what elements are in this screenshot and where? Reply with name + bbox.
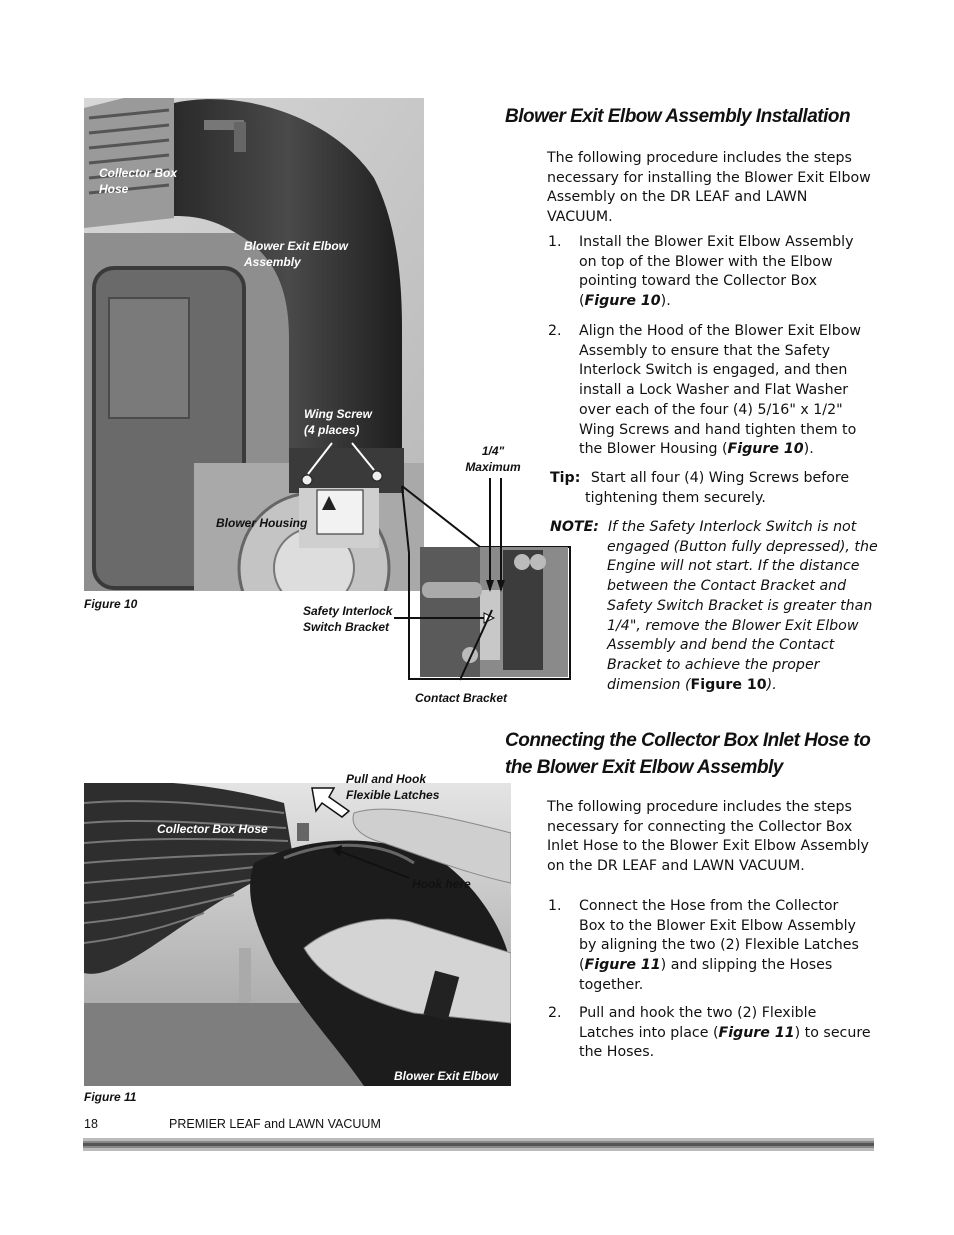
label-blower-exit-elbow-assembly: Blower Exit Elbow Assembly — [244, 239, 349, 269]
section1-step-2: 2. Align the Hood of the Blower Exit Elbow Assembly to ensure that the Safety Interlock Switch is engaged, and then install a Lock Washer and Flat Washer over each of the four (4) 5/16" x 1/2" Wing Screws and hand tighten them to the Blower Housing (Figure 10). — [548, 323, 862, 458]
step-number: 2. — [548, 1005, 562, 1021]
step-number: 2. — [548, 323, 562, 339]
label-contact-bracket: Contact Bracket — [415, 691, 508, 705]
label-pull-and-hook: Pull and Hook Flexible Latches — [346, 772, 440, 802]
figure-11-caption: Figure 11 — [84, 1090, 137, 1104]
footer-title: PREMIER LEAF and LAWN VACUUM — [169, 1117, 381, 1131]
section2-intro: The following procedure includes the steps necessary for connecting the Collector Box Inlet Hose to the Blower Exit Elbow Assembly on the DR LEAF and LAWN VACUUM. — [547, 799, 869, 875]
label-hook-here: Hook here — [412, 877, 471, 891]
label-quarter-inch-maximum: 1/4" Maximum — [465, 444, 521, 474]
section2-step-2: 2. Pull and hook the two (2) Flexible Latches into place (Figure 11) to secure the Hoses. — [548, 1005, 871, 1061]
section2-heading: Connecting the Collector Box Inlet Hose to the Blower Exit Elbow Assembly — [505, 730, 871, 778]
page-number: 18 — [84, 1117, 98, 1131]
section1-heading: Blower Exit Elbow Assembly Installation — [505, 106, 851, 127]
tip-label: Tip: — [550, 470, 581, 486]
figure-ref: Figure 11 — [584, 957, 661, 974]
section1-step-1: 1. Install the Blower Exit Elbow Assembly on top of the Blower with the Elbow pointing toward the Collector Box (Figure 10). — [548, 234, 854, 310]
section1-intro: The following procedure includes the steps necessary for installing the Blower Exit Elbow Assembly on the DR LEAF and LAWN VACUUM. — [547, 150, 871, 226]
label-blower-housing: Blower Housing — [216, 516, 308, 530]
tip: Tip: Start all four (4) Wing Screws before tightening them securely. — [550, 470, 850, 506]
figure-10-caption: Figure 10 — [84, 597, 138, 611]
figure-11-illustration — [84, 783, 511, 1086]
step-number: 1. — [548, 898, 562, 914]
label-collector-box-hose-fig11: Collector Box Hose — [157, 822, 268, 836]
figure-11-photo — [84, 783, 511, 1086]
label-collector-box-hose: Collector Box Hose — [99, 166, 178, 196]
section2-step-1: 1. Connect the Hose from the Collector Box to the Blower Exit Elbow Assembly by aligning the two (2) Flexible Latches (Figure 11) and slipping the Hoses together. — [548, 898, 859, 993]
step-number: 1. — [548, 234, 562, 250]
figure-ref: Figure 10 — [690, 676, 767, 693]
figure-ref: Figure 11 — [718, 1024, 795, 1041]
footer-rule — [83, 1138, 874, 1151]
note: NOTE: If the Safety Interlock Switch is not engaged (Button fully depressed), the Engine will not start. If the distance between the Contact Bracket and Safety Switch Bracket is greater than 1/4", remove the Blower Exit Elbow Assembly and bend the Contact Bracket to achieve the proper dimension (Figure 10). — [550, 519, 878, 693]
figure-ref: Figure 10 — [727, 441, 804, 458]
label-safety-interlock-switch-bracket: Safety Interlock Switch Bracket — [303, 604, 393, 634]
label-wing-screw: Wing Screw (4 places) — [304, 407, 372, 437]
figure-ref: Figure 10 — [584, 293, 661, 310]
note-label: NOTE: — [550, 519, 599, 535]
label-blower-exit-elbow-fig11: Blower Exit Elbow — [394, 1069, 499, 1083]
